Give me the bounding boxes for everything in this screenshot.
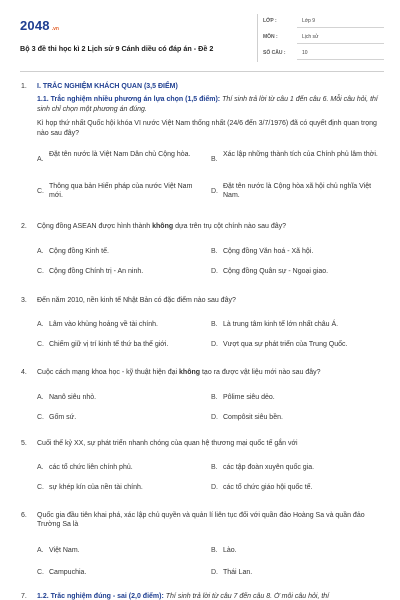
option-key: C.	[37, 188, 44, 195]
meta-row-count	[263, 46, 384, 62]
option-key: A.	[37, 547, 44, 554]
option-text: Campuchia.	[49, 569, 87, 576]
option-text: Nanô siêu nhỏ.	[49, 394, 97, 401]
question-emphasis: không	[152, 223, 174, 230]
option-d[interactable]	[211, 568, 381, 578]
option-text: Lào.	[223, 547, 237, 554]
subsection-heading: 1.1. Trắc nghiệm nhiều phương án lựa chọn (1,5 điểm):	[37, 96, 221, 104]
meta-underline	[297, 43, 384, 44]
option-a[interactable]	[37, 393, 207, 403]
meta-underline	[297, 59, 384, 60]
question-number: 2.	[21, 223, 27, 230]
option-a[interactable]	[37, 150, 207, 170]
option-key: B.	[211, 464, 218, 471]
question-body	[37, 511, 381, 530]
option-key: A.	[37, 156, 44, 163]
option-key: D.	[211, 268, 218, 275]
option-text: Đặt tên nước là Cộng hòa xã hội chủ nghĩa Việt Nam.	[223, 183, 372, 200]
option-key: D.	[211, 414, 218, 421]
option-key: A.	[37, 321, 44, 328]
option-key: C.	[37, 268, 44, 275]
option-text: các tập đoàn xuyên quốc gia.	[223, 464, 315, 471]
meta-label: MÔN :	[263, 34, 278, 40]
option-text: Việt Nam.	[49, 547, 80, 554]
document-title: Bộ 3 đề thi học kì 2 Lịch sử 9 Cánh diều có đáp án - Đề 2	[20, 44, 214, 53]
question-number: 7.	[21, 593, 27, 600]
question-number: 5.	[21, 440, 27, 447]
option-d[interactable]	[211, 340, 381, 350]
option-key: B.	[211, 248, 218, 255]
option-key: C.	[37, 569, 44, 576]
question-number: 6.	[21, 512, 27, 519]
question-body	[37, 222, 381, 231]
question-7	[21, 592, 381, 600]
subsection-instructions	[37, 592, 381, 600]
document-header	[20, 14, 384, 62]
option-c[interactable]	[37, 340, 207, 350]
option-d[interactable]	[211, 267, 381, 277]
question-text-part: dựa trên trụ cột chính nào sau đây?	[173, 223, 287, 230]
option-a[interactable]	[37, 546, 207, 556]
question-body	[37, 296, 381, 305]
question-number: 4.	[21, 369, 27, 376]
meta-panel	[263, 14, 384, 62]
option-key: C.	[37, 341, 44, 348]
subsection-heading: 1.2. Trắc nghiệm đúng - sai (2,0 điểm):	[37, 593, 164, 600]
question-body	[37, 592, 381, 600]
option-text: Thái Lan.	[223, 569, 253, 576]
meta-underline	[297, 27, 384, 28]
option-text: Thông qua bản Hiến pháp của nước Việt Nam mới.	[49, 183, 193, 200]
option-d[interactable]	[211, 483, 381, 493]
option-c[interactable]	[37, 413, 207, 423]
question-body	[37, 82, 381, 138]
option-b[interactable]	[211, 546, 381, 556]
option-d[interactable]	[211, 182, 381, 202]
question-text-part: tạo ra được vật liệu mới nào sau đây?	[200, 369, 321, 376]
option-text: Compôsit siêu bền.	[223, 414, 283, 421]
header-bottom-divider	[20, 71, 384, 72]
question-text: Cuối thế kỷ XX, sự phát triển nhanh chóng của quan hệ thương mại quốc tế gắn với	[37, 440, 298, 447]
option-key: C.	[37, 484, 44, 491]
question-text: Đến năm 2010, nền kinh tế Nhật Bản có đặc điểm nào sau đây?	[37, 297, 236, 304]
option-c[interactable]	[37, 267, 207, 277]
question-text: Kì họp thứ nhất Quốc hội khóa VI nước Việt Nam thống nhất (24/6 đến 3/7/1976) đã có quyết định quan trọng nào sau đây?	[37, 120, 377, 137]
question-number: 3.	[21, 297, 27, 304]
logo-text: 2048	[20, 18, 50, 33]
option-text: Cộng đồng Chính trị - An ninh.	[49, 268, 144, 275]
meta-row-class	[263, 14, 384, 30]
option-text: Cộng đồng Quân sự - Ngoại giao.	[223, 268, 329, 275]
question-text	[37, 222, 381, 231]
option-key: A.	[37, 464, 44, 471]
option-text: các tổ chức liên chính phủ.	[49, 464, 133, 471]
question-text-part: Cộng đồng ASEAN được hình thành	[37, 223, 153, 230]
question-number: 1.	[21, 83, 27, 90]
option-key: D.	[211, 569, 218, 576]
option-c[interactable]	[37, 568, 207, 578]
option-text: Cộng đồng Kinh tế.	[49, 248, 109, 255]
option-b[interactable]	[211, 320, 381, 330]
option-b[interactable]	[211, 393, 381, 403]
option-b[interactable]	[211, 150, 381, 170]
logo-domain: .vn	[51, 26, 59, 32]
option-a[interactable]	[37, 463, 207, 473]
question-emphasis: không	[179, 369, 201, 376]
option-text: Đặt tên nước là Việt Nam Dân chủ Cộng hòa.	[49, 151, 191, 158]
option-text: Xác lập những thành tích của Chính phủ lâm thời.	[223, 151, 378, 158]
option-key: B.	[211, 321, 218, 328]
meta-value: 10	[302, 50, 308, 56]
instruction-text: Thí sinh trả lời từ câu 7 đến câu 8. Ở mỗi câu hỏi, thí	[163, 593, 330, 600]
option-text: Vượt qua sự phát triển của Trung Quốc.	[223, 341, 348, 348]
meta-value: Lớp 9	[302, 18, 316, 24]
option-b[interactable]	[211, 247, 381, 257]
option-c[interactable]	[37, 483, 207, 493]
option-d[interactable]	[211, 413, 381, 423]
instruction-text: Thí sinh trả lời từ câu 1 đến câu 6. Mỗi câu hỏi, thí sinh chỉ chọn một phương án đúng.	[37, 96, 378, 113]
option-b[interactable]	[211, 463, 381, 473]
option-key: D.	[211, 188, 218, 195]
question-text-part: Cuộc cách mạng khoa học - kỹ thuật hiện đại	[37, 369, 180, 376]
meta-label: SỐ CÂU :	[263, 50, 286, 56]
section-title: I. TRẮC NGHIỆM KHÁCH QUAN (3,5 ĐIỂM)	[37, 83, 178, 90]
option-key: B.	[211, 156, 218, 163]
question-body	[37, 439, 381, 448]
meta-row-subject	[263, 30, 384, 46]
option-text: các tổ chức giáo hội quốc tế.	[223, 484, 313, 491]
question-text	[37, 368, 381, 377]
option-key: B.	[211, 547, 218, 554]
site-logo[interactable]	[20, 17, 59, 31]
option-key: A.	[37, 248, 44, 255]
option-text: Cộng đồng Văn hoá - Xã hội.	[223, 248, 314, 255]
header-divider	[257, 14, 258, 62]
option-key: D.	[211, 341, 218, 348]
option-c[interactable]	[37, 182, 207, 202]
question-text: Quốc gia đầu tiên khai phá, xác lập chủ quyền và quản lí liên tục đối với quần đảo Hoàng Sa và quần đảo Trường Sa là	[37, 512, 365, 529]
option-text: Chiếm giữ vị trí kinh tế thứ ba thế giới.	[49, 341, 169, 348]
option-key: C.	[37, 414, 44, 421]
option-text: Là trung tâm kinh tế lớn nhất châu Á.	[223, 321, 339, 328]
option-text: Pôlime siêu dẻo.	[223, 394, 275, 401]
subsection-instructions	[37, 95, 381, 114]
option-text: Lâm vào khủng hoảng về tài chính.	[49, 321, 158, 328]
meta-label: LỚP :	[263, 18, 277, 24]
option-key: B.	[211, 394, 218, 401]
option-key: A.	[37, 394, 44, 401]
meta-value: Lịch sử	[302, 34, 319, 40]
option-text: Gốm sứ.	[49, 414, 77, 421]
option-a[interactable]	[37, 247, 207, 257]
option-key: D.	[211, 484, 218, 491]
option-text: sự khép kín của nền tài chính.	[49, 484, 143, 491]
option-a[interactable]	[37, 320, 207, 330]
question-body	[37, 368, 381, 377]
